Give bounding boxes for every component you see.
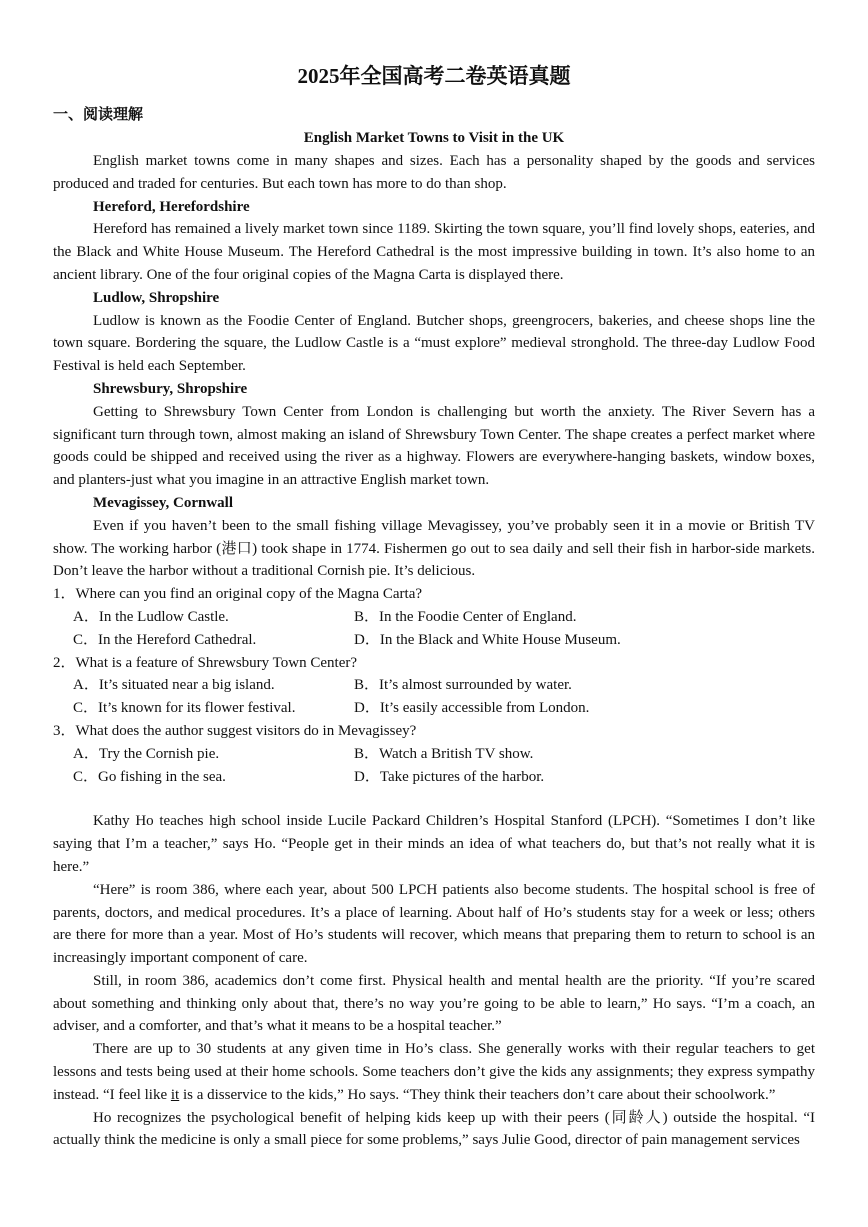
question-3-option-d[interactable]: D．Take pictures of the harbor. bbox=[354, 768, 545, 785]
town-text-mevagissey: Even if you haven’t been to the small fishing village Mevagissey, you’ve probably seen it in a movie or British TV show. The working harbor (港口) took shape in 1774. Fishermen go out to sea daily and sell their fish in harbor-side markets. Don’t leave the harbor without a traditional Cornish pie. It’s delicious. bbox=[53, 517, 815, 580]
passage-separator bbox=[53, 788, 815, 810]
town-heading-hereford: Hereford, Herefordshire bbox=[93, 198, 250, 215]
town-heading-shrewsbury: Shrewsbury, Shropshire bbox=[93, 380, 248, 397]
question-3-option-c[interactable]: C．Go fishing in the sea. bbox=[73, 768, 226, 785]
exam-page bbox=[53, 60, 815, 1152]
question-1-option-a[interactable]: A．In the Ludlow Castle. bbox=[73, 608, 229, 625]
passage-intro: English market towns come in many shapes and sizes. Each has a personality shaped by the goods and services produced and traded for centuries. But each town has more to do than shop. bbox=[53, 153, 815, 192]
question-1-option-c[interactable]: C．In the Hereford Cathedral. bbox=[73, 631, 257, 648]
question-2-option-d[interactable]: D．It’s easily accessible from London. bbox=[354, 700, 590, 717]
question-1-options bbox=[73, 606, 815, 652]
town-text-hereford: Hereford has remained a lively market town since 1189. Skirting the town square, you’ll find lovely shops, eateries, and the Black and White House Museum. The Hereford Cathedral is the most impressive building in town. It’s also home to an ancient library. One of the four original copies of the Magna Carta is displayed there. bbox=[53, 221, 815, 283]
town-heading-ludlow: Ludlow, Shropshire bbox=[93, 289, 220, 306]
question-1-option-d[interactable]: D．In the Black and White House Museum. bbox=[354, 631, 621, 648]
question-1-option-b[interactable]: B．In the Foodie Center of England. bbox=[354, 608, 577, 625]
question-2-options bbox=[73, 674, 815, 720]
passage-title: English Market Towns to Visit in the UK bbox=[303, 130, 565, 146]
town-text-shrewsbury: Getting to Shrewsbury Town Center from London is challenging but worth the anxiety. The River Severn has a significant turn through town, almost making an island of Shrewsbury Town Center. The shape creates a perfect market where goods could be shipped and received using the river as a highway. Flowers are everywhere-hanging baskets, window boxes, and planters-just what you imagine in an attractive English market town. bbox=[53, 403, 815, 489]
passage2-paragraph-4-start: There are up to 30 students at any given time in Ho’s class. She generally works with their regular teachers to get lessons and tests being used at their home schools. Some teachers don’t give the kids any assignments; they express sympathy instead. “I feel like bbox=[53, 1041, 815, 1103]
question-2-option-c[interactable]: C．It’s known for its flower festival. bbox=[73, 700, 296, 717]
question-3-option-b[interactable]: B．Watch a British TV show. bbox=[354, 745, 534, 762]
question-2-option-b[interactable]: B．It’s almost surrounded by water. bbox=[354, 677, 572, 694]
question-3: 3．What does the author suggest visitors do in Mevagissey? bbox=[53, 722, 417, 739]
passage2-paragraph-5: Ho recognizes the psychological benefit of helping kids keep up with their peers (同龄人) outside the hospital. “I actually think the medicine is only a small piece for some problems,” says Julie Good, director of pain management services bbox=[53, 1109, 815, 1149]
passage2-paragraph-4-end: is a disservice to the kids,” Ho says. “They think their teachers don’t care about their schoolwork.” bbox=[179, 1086, 776, 1103]
passage2-paragraph-4 bbox=[53, 1038, 815, 1106]
passage2-paragraph-2: “Here” is room 386, where each year, about 500 LPCH patients also become students. The hospital school is free of parents, doctors, and medical procedures. It’s a place of learning. About half of Ho’s students stay for a week or less; others are there for more than a year. Most of Ho’s students will recover, which means that preparing them to return to school is an increasingly important component of care. bbox=[53, 881, 815, 967]
question-2-option-a[interactable]: A．It’s situated near a big island. bbox=[73, 677, 275, 694]
underlined-word-it: it bbox=[170, 1086, 180, 1103]
question-1: 1．Where can you find an original copy of the Magna Carta? bbox=[53, 586, 423, 603]
passage2-paragraph-3: Still, in room 386, academics don’t come first. Physical health and mental health are the priority. “If you’re scared about something and thinking only about that, there’s no way you’re going to be able to learn,” Ho says. “I’m a coach, an adviser, and a comforter, and that’s what it means to be a hospital teacher.” bbox=[53, 972, 815, 1035]
question-2: 2．What is a feature of Shrewsbury Town Center? bbox=[53, 654, 357, 671]
town-text-ludlow: Ludlow is known as the Foodie Center of England. Butcher shops, greengrocers, bakeries, and cheese shops line the town square. Bordering the square, the Ludlow Castle is a “must explore” medieval stronghold. The three-day Ludlow Food Festival is held each September. bbox=[53, 312, 815, 375]
question-3-option-a[interactable]: A．Try the Cornish pie. bbox=[73, 745, 220, 762]
section-heading: 一、阅读理解 bbox=[53, 107, 144, 123]
exam-title: 2025年全国高考二卷英语真题 bbox=[297, 64, 571, 88]
town-heading-mevagissey: Mevagissey, Cornwall bbox=[93, 494, 233, 511]
question-3-options bbox=[73, 743, 815, 789]
passage2-paragraph-1: Kathy Ho teaches high school inside Lucile Packard Children’s Hospital Stanford (LPCH). “Sometimes I don’t like saying that I’m a teacher,” says Ho. “People get in their minds an idea of what teachers do, but that’s not really what it is here.” bbox=[53, 813, 815, 875]
